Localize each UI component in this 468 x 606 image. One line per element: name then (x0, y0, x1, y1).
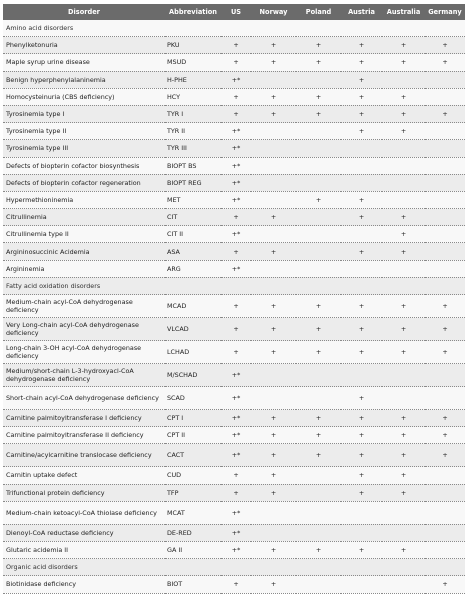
cell-poland (296, 157, 341, 174)
cell-australia (382, 387, 425, 410)
cell-australia (382, 576, 425, 593)
cell-austria: + (341, 123, 382, 140)
cell-norway: + (251, 209, 296, 226)
col-header-germany: Germany (425, 4, 465, 20)
cell-norway: + (251, 576, 296, 593)
cell-austria (341, 501, 382, 524)
abbreviation-cell: BIOPT BS (165, 157, 221, 174)
cell-australia: + (382, 243, 425, 260)
cell-us: + (221, 209, 251, 226)
cell-australia: + (382, 318, 425, 341)
disorder-name: Defects of biopterin cofactor regeneration (3, 174, 165, 191)
cell-poland (296, 209, 341, 226)
cell-us: +* (221, 444, 251, 467)
abbreviation-cell: SCAD (165, 387, 221, 410)
cell-norway: + (251, 444, 296, 467)
table-row (3, 105, 465, 122)
cell-germany: + (425, 444, 465, 467)
abbreviation-cell: CPT II (165, 427, 221, 444)
cell-austria: + (341, 295, 382, 318)
cell-us: +* (221, 387, 251, 410)
abbreviation-cell: CIT II (165, 226, 221, 243)
disorder-name: Trifunctional protein deficiency (3, 484, 165, 501)
cell-norway: + (251, 88, 296, 105)
cell-us: + (221, 37, 251, 54)
cell-austria: + (341, 444, 382, 467)
cell-us: +* (221, 226, 251, 243)
disorder-name: Argininemia (3, 260, 165, 277)
cell-us: + (221, 484, 251, 501)
cell-germany (425, 501, 465, 524)
cell-us: +* (221, 364, 251, 387)
cell-australia: + (382, 467, 425, 484)
cell-australia: + (382, 444, 425, 467)
table-row (3, 501, 465, 524)
cell-us: + (221, 88, 251, 105)
disorder-name: Glutaric acidemia II (3, 541, 165, 558)
table-row (3, 341, 465, 364)
disorder-name: Argininosuccinic Acidemia (3, 243, 165, 260)
cell-australia: + (382, 226, 425, 243)
cell-poland (296, 364, 341, 387)
col-header-australia: Australia (382, 4, 425, 20)
cell-poland (296, 524, 341, 541)
table-row (3, 318, 465, 341)
abbreviation-cell: CIT (165, 209, 221, 226)
cell-poland: + (296, 541, 341, 558)
table-row (3, 209, 465, 226)
cell-us: + (221, 54, 251, 71)
cell-us: +* (221, 140, 251, 157)
cell-us: +* (221, 260, 251, 277)
cell-norway (251, 364, 296, 387)
cell-norway: + (251, 37, 296, 54)
cell-australia (382, 71, 425, 88)
abbreviation-cell: DE-RED (165, 524, 221, 541)
cell-austria: + (341, 541, 382, 558)
abbreviation-cell: CPT I (165, 410, 221, 427)
cell-australia (382, 501, 425, 524)
cell-germany (425, 364, 465, 387)
section-label: Amino acid disorders (3, 20, 465, 37)
col-header-abbreviation: Abbreviation (165, 4, 221, 20)
cell-poland (296, 71, 341, 88)
col-header-poland: Poland (296, 4, 341, 20)
cell-us: + (221, 105, 251, 122)
cell-austria: + (341, 410, 382, 427)
cell-norway: + (251, 341, 296, 364)
cell-us: +* (221, 524, 251, 541)
abbreviation-cell: MET (165, 191, 221, 208)
section-row (3, 20, 465, 37)
cell-us: + (221, 243, 251, 260)
disorder-name: Short-chain acyl-CoA dehydrogenase deficiency (3, 387, 165, 410)
cell-germany (425, 209, 465, 226)
section-label: Organic acid disorders (3, 559, 465, 576)
abbreviation-cell: M/SCHAD (165, 364, 221, 387)
col-header-norway: Norway (251, 4, 296, 20)
abbreviation-cell: TYR II (165, 123, 221, 140)
cell-norway (251, 71, 296, 88)
screening-table (3, 4, 465, 594)
cell-austria: + (341, 88, 382, 105)
disorder-name: Biotinidase deficiency (3, 576, 165, 593)
cell-poland: + (296, 410, 341, 427)
cell-australia (382, 364, 425, 387)
cell-poland: + (296, 105, 341, 122)
cell-austria: + (341, 318, 382, 341)
cell-poland: + (296, 37, 341, 54)
cell-norway (251, 226, 296, 243)
section-row (3, 277, 465, 294)
cell-germany: + (425, 427, 465, 444)
col-header-austria: Austria (341, 4, 382, 20)
cell-austria (341, 140, 382, 157)
table-row (3, 576, 465, 593)
table-row (3, 88, 465, 105)
cell-germany (425, 226, 465, 243)
cell-norway: + (251, 541, 296, 558)
cell-us: + (221, 467, 251, 484)
cell-poland (296, 140, 341, 157)
cell-austria: + (341, 71, 382, 88)
abbreviation-cell: TYR III (165, 140, 221, 157)
cell-norway: + (251, 427, 296, 444)
table-row (3, 191, 465, 208)
table-row (3, 427, 465, 444)
cell-germany (425, 123, 465, 140)
table-row (3, 524, 465, 541)
cell-australia: + (382, 37, 425, 54)
abbreviation-cell: CACT (165, 444, 221, 467)
cell-australia: + (382, 541, 425, 558)
cell-norway: + (251, 105, 296, 122)
cell-norway: + (251, 484, 296, 501)
cell-poland (296, 174, 341, 191)
cell-austria: + (341, 427, 382, 444)
disorder-name: Defects of biopterin cofactor biosynthesis (3, 157, 165, 174)
cell-poland (296, 226, 341, 243)
table-row (3, 484, 465, 501)
cell-austria (341, 364, 382, 387)
cell-australia: + (382, 88, 425, 105)
cell-us: + (221, 318, 251, 341)
cell-germany (425, 140, 465, 157)
disorder-name: Carnitine palmitoyltransferase I deficiency (3, 410, 165, 427)
table-row (3, 243, 465, 260)
cell-norway (251, 524, 296, 541)
cell-germany (425, 243, 465, 260)
cell-norway (251, 174, 296, 191)
cell-austria: + (341, 484, 382, 501)
cell-poland (296, 123, 341, 140)
cell-germany: + (425, 105, 465, 122)
abbreviation-cell: CUD (165, 467, 221, 484)
cell-australia (382, 524, 425, 541)
cell-norway: + (251, 243, 296, 260)
disorder-name: Carnitine palmitoyltransferase II deficiency (3, 427, 165, 444)
abbreviation-cell: HCY (165, 88, 221, 105)
disorder-name: Maple syrup urine disease (3, 54, 165, 71)
cell-us: + (221, 341, 251, 364)
cell-norway: + (251, 318, 296, 341)
cell-us: +* (221, 427, 251, 444)
cell-us: +* (221, 410, 251, 427)
cell-us: +* (221, 71, 251, 88)
table-row (3, 295, 465, 318)
abbreviation-cell: PKU (165, 37, 221, 54)
cell-austria (341, 157, 382, 174)
cell-austria (341, 226, 382, 243)
cell-poland (296, 576, 341, 593)
cell-us: +* (221, 501, 251, 524)
abbreviation-cell: GA II (165, 541, 221, 558)
cell-austria: + (341, 387, 382, 410)
cell-australia: + (382, 410, 425, 427)
cell-us: +* (221, 157, 251, 174)
table-row (3, 54, 465, 71)
disorder-name: Phenylketonuria (3, 37, 165, 54)
cell-norway (251, 387, 296, 410)
section-label: Fatty acid oxidation disorders (3, 277, 465, 294)
cell-germany (425, 387, 465, 410)
abbreviation-cell: LCHAD (165, 341, 221, 364)
cell-norway (251, 157, 296, 174)
cell-poland: + (296, 88, 341, 105)
cell-austria: + (341, 191, 382, 208)
cell-australia: + (382, 295, 425, 318)
cell-austria (341, 174, 382, 191)
cell-norway (251, 260, 296, 277)
disorder-name: Long-chain 3-OH acyl-CoA dehydrogenase deficiency (3, 341, 165, 364)
cell-austria: + (341, 341, 382, 364)
table-row (3, 123, 465, 140)
abbreviation-cell: ARG (165, 260, 221, 277)
cell-poland: + (296, 427, 341, 444)
table-row (3, 387, 465, 410)
abbreviation-cell: ASA (165, 243, 221, 260)
cell-poland: + (296, 318, 341, 341)
cell-poland: + (296, 341, 341, 364)
abbreviation-cell: MCAD (165, 295, 221, 318)
cell-norway (251, 140, 296, 157)
disorder-name: Medium-chain ketoacyl-CoA thiolase deficiency (3, 501, 165, 524)
cell-poland: + (296, 191, 341, 208)
disorder-name: Medium/short-chain L-3-hydroxyacl-CoA dehydrogenase deficiency (3, 364, 165, 387)
cell-norway: + (251, 295, 296, 318)
cell-germany (425, 484, 465, 501)
abbreviation-cell: MCAT (165, 501, 221, 524)
cell-austria: + (341, 243, 382, 260)
table-row (3, 364, 465, 387)
cell-germany (425, 467, 465, 484)
cell-poland (296, 243, 341, 260)
table-row (3, 444, 465, 467)
cell-austria (341, 576, 382, 593)
cell-norway (251, 501, 296, 524)
cell-us: +* (221, 191, 251, 208)
cell-norway (251, 123, 296, 140)
cell-austria (341, 260, 382, 277)
cell-us: +* (221, 174, 251, 191)
cell-australia: + (382, 105, 425, 122)
cell-austria: + (341, 105, 382, 122)
cell-poland (296, 484, 341, 501)
disorder-name: Tyrosinemia type I (3, 105, 165, 122)
disorder-name: Carnitine/acylcarnitine translocase deficiency (3, 444, 165, 467)
cell-germany (425, 524, 465, 541)
disorder-name: Carnitin uptake defect (3, 467, 165, 484)
cell-norway: + (251, 467, 296, 484)
cell-germany: + (425, 54, 465, 71)
cell-germany (425, 174, 465, 191)
cell-us: +* (221, 541, 251, 558)
disorder-name: Homocysteinuria (CBS deficiency) (3, 88, 165, 105)
disorder-name: Dienoyl-CoA reductase deficiency (3, 524, 165, 541)
table-row (3, 260, 465, 277)
abbreviation-cell: BIOT (165, 576, 221, 593)
table-row (3, 140, 465, 157)
table-row (3, 174, 465, 191)
disorder-name: Hypermethioninemia (3, 191, 165, 208)
disorder-name: Benign hyperphenylalaninemia (3, 71, 165, 88)
cell-australia: + (382, 123, 425, 140)
cell-australia: + (382, 54, 425, 71)
cell-austria: + (341, 54, 382, 71)
table-body (3, 20, 465, 593)
table-row (3, 410, 465, 427)
cell-us: +* (221, 123, 251, 140)
cell-norway: + (251, 410, 296, 427)
cell-australia: + (382, 427, 425, 444)
section-row (3, 559, 465, 576)
cell-norway (251, 191, 296, 208)
cell-poland: + (296, 295, 341, 318)
cell-australia: + (382, 484, 425, 501)
disorder-name: Tyrosinemia type III (3, 140, 165, 157)
cell-australia: + (382, 341, 425, 364)
cell-austria: + (341, 209, 382, 226)
cell-germany (425, 157, 465, 174)
table-row (3, 467, 465, 484)
table-row (3, 541, 465, 558)
cell-germany: + (425, 341, 465, 364)
abbreviation-cell: VLCAD (165, 318, 221, 341)
cell-austria (341, 524, 382, 541)
cell-poland (296, 467, 341, 484)
disorder-name: Medium-chain acyl-CoA dehydrogenase deficiency (3, 295, 165, 318)
table-row (3, 157, 465, 174)
cell-us: + (221, 576, 251, 593)
cell-australia (382, 157, 425, 174)
cell-poland (296, 501, 341, 524)
cell-australia (382, 260, 425, 277)
cell-germany: + (425, 295, 465, 318)
disorder-name: Very Long-chain acyl-CoA dehydrogenase deficiency (3, 318, 165, 341)
cell-norway: + (251, 54, 296, 71)
cell-us: + (221, 295, 251, 318)
cell-germany: + (425, 576, 465, 593)
cell-germany: + (425, 318, 465, 341)
cell-austria: + (341, 37, 382, 54)
cell-germany (425, 541, 465, 558)
cell-australia (382, 174, 425, 191)
abbreviation-cell: H-PHE (165, 71, 221, 88)
table-row (3, 226, 465, 243)
cell-austria: + (341, 467, 382, 484)
cell-germany: + (425, 37, 465, 54)
table-row (3, 37, 465, 54)
cell-australia (382, 191, 425, 208)
cell-australia (382, 140, 425, 157)
cell-poland (296, 260, 341, 277)
cell-germany: + (425, 410, 465, 427)
cell-germany (425, 71, 465, 88)
cell-poland (296, 387, 341, 410)
abbreviation-cell: TYR I (165, 105, 221, 122)
abbreviation-cell: MSUD (165, 54, 221, 71)
cell-poland: + (296, 444, 341, 467)
col-header-us: US (221, 4, 251, 20)
abbreviation-cell: TFP (165, 484, 221, 501)
disorder-name: Citrullinemia type II (3, 226, 165, 243)
cell-germany (425, 88, 465, 105)
header-row (3, 4, 465, 20)
cell-australia: + (382, 209, 425, 226)
disorder-name: Tyrosinemia type II (3, 123, 165, 140)
disorder-name: Citrullinemia (3, 209, 165, 226)
cell-germany (425, 191, 465, 208)
col-header-disorder: Disorder (3, 4, 165, 20)
cell-poland: + (296, 54, 341, 71)
cell-germany (425, 260, 465, 277)
table-row (3, 71, 465, 88)
abbreviation-cell: BIOPT REG (165, 174, 221, 191)
